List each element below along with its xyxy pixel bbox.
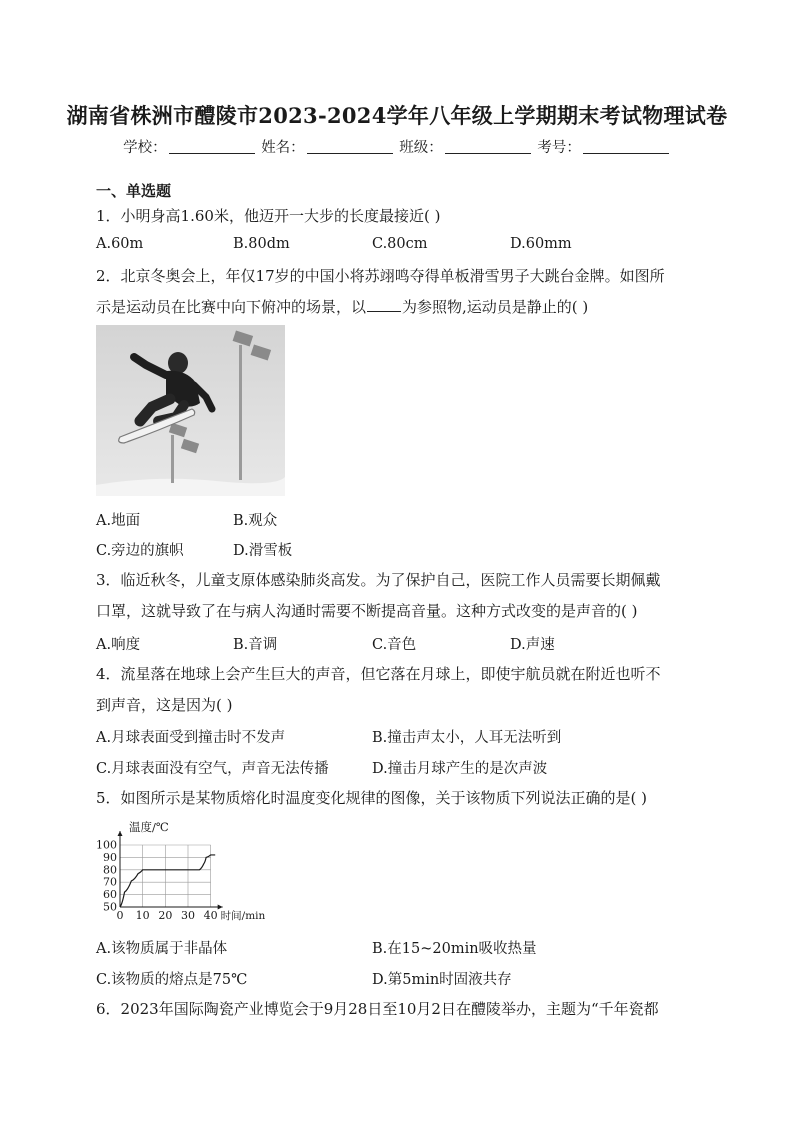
- class-blank[interactable]: [445, 141, 531, 154]
- question-6-stem-line-1: 6．2023年国际陶瓷产业博览会于9月28日至10月2日在醴陵举办，主题为“千年瓷都: [96, 1000, 659, 1018]
- question-4-stem-line-1: 4．流星落在地球上会产生巨大的声音，但它落在月球上，即使宇航员就在附近也听不: [96, 665, 661, 683]
- q3-option-b[interactable]: B.音调: [233, 637, 278, 653]
- question-3-stem-line-2: 口罩，这就导致了在与病人沟通时需要不断提高音量。这种方式改变的是声音的( ): [96, 602, 638, 620]
- question-3-stem-line-1: 3．临近秋冬，儿童支原体感染肺炎高发。为了保护自己，医院工作人员需要长期佩戴: [96, 571, 661, 589]
- q2-option-d[interactable]: D.滑雪板: [233, 543, 293, 559]
- question-1-stem: 1．小明身高1.60米，他迈开一大步的长度最接近( ): [96, 207, 441, 225]
- y-axis-arrow: [118, 831, 123, 836]
- q5-option-b[interactable]: B.在15~20min吸收热量: [372, 941, 537, 957]
- y-tick-label: 100: [96, 838, 117, 852]
- school-blank[interactable]: [169, 141, 255, 154]
- q1-option-c[interactable]: C.80cm: [372, 236, 428, 252]
- name-label: 姓名：: [261, 140, 305, 156]
- q2-option-a[interactable]: A.地面: [96, 513, 141, 529]
- x-tick-label: 0: [116, 909, 124, 922]
- q2-text-before-blank: 示是运动员在比赛中向下俯冲的场景，以: [96, 298, 367, 316]
- name-blank[interactable]: [307, 141, 393, 154]
- x-axis-label: 时间/min: [220, 910, 266, 922]
- q2-answer-blank: [367, 299, 401, 312]
- q4-option-c[interactable]: C.月球表面没有空气，声音无法传播: [96, 761, 329, 777]
- exam-title: 湖南省株洲市醴陵市2023-2024学年八年级上学期期末考试物理试卷: [66, 103, 728, 128]
- exam-number-label: 考号：: [537, 140, 581, 156]
- exam-number-blank[interactable]: [583, 141, 669, 154]
- y-tick-label: 90: [103, 850, 117, 864]
- school-label: 学校：: [123, 140, 167, 156]
- student-info-row: [0, 136, 794, 157]
- x-axis-arrow: [218, 905, 223, 910]
- q4-option-d[interactable]: D.撞击月球产生的是次声波: [372, 761, 548, 777]
- question-2-stem-line-2: [96, 296, 588, 317]
- q5-option-a[interactable]: A.该物质属于非晶体: [96, 941, 228, 957]
- section-heading: 一、单选题: [96, 182, 172, 200]
- y-tick-label: 70: [103, 875, 117, 889]
- q1-option-a[interactable]: A.60m: [96, 236, 144, 252]
- q2-option-b[interactable]: B.观众: [233, 513, 278, 529]
- x-tick-label: 30: [181, 909, 195, 922]
- x-tick-label: 20: [158, 909, 173, 922]
- snowboarder-photo: [96, 325, 285, 496]
- q4-option-b[interactable]: B.撞击声太小，人耳无法听到: [372, 730, 562, 746]
- question-4-stem-line-2: 到声音，这是因为( ): [96, 696, 233, 714]
- q1-option-b[interactable]: B.80dm: [233, 236, 290, 252]
- x-tick-label: 10: [135, 909, 150, 922]
- melting-temperature-graph: [96, 815, 286, 927]
- temperature-curve: [120, 855, 215, 907]
- q3-option-d[interactable]: D.声速: [510, 637, 555, 653]
- x-tick-label: 40: [203, 909, 218, 922]
- class-label: 班级：: [399, 140, 443, 156]
- q3-option-a[interactable]: A.响度: [96, 637, 141, 653]
- y-tick-label: 50: [103, 900, 117, 914]
- question-5-stem: 5．如图所示是某物质熔化时温度变化规律的图像，关于该物质下列说法正确的是( ): [96, 789, 648, 807]
- q3-option-c[interactable]: C.音色: [372, 637, 417, 653]
- question-2-stem-line-1: 2．北京冬奥会上，年仅17岁的中国小将苏翊鸣夺得单板滑雪男子大跳台金牌。如图所: [96, 267, 665, 285]
- q1-option-d[interactable]: D.60mm: [510, 236, 572, 252]
- q5-option-d[interactable]: D.第5min时固液共存: [372, 972, 512, 988]
- q4-option-a[interactable]: A.月球表面受到撞击时不发声: [96, 730, 286, 746]
- y-tick-label: 60: [103, 888, 117, 902]
- q2-text-after-blank: 为参照物,运动员是静止的( ): [402, 298, 589, 316]
- q2-option-c[interactable]: C.旁边的旗帜: [96, 543, 184, 559]
- y-tick-label: 80: [103, 863, 117, 877]
- y-axis-label: 温度/℃: [129, 820, 169, 834]
- q5-option-c[interactable]: C.该物质的熔点是75℃: [96, 972, 248, 988]
